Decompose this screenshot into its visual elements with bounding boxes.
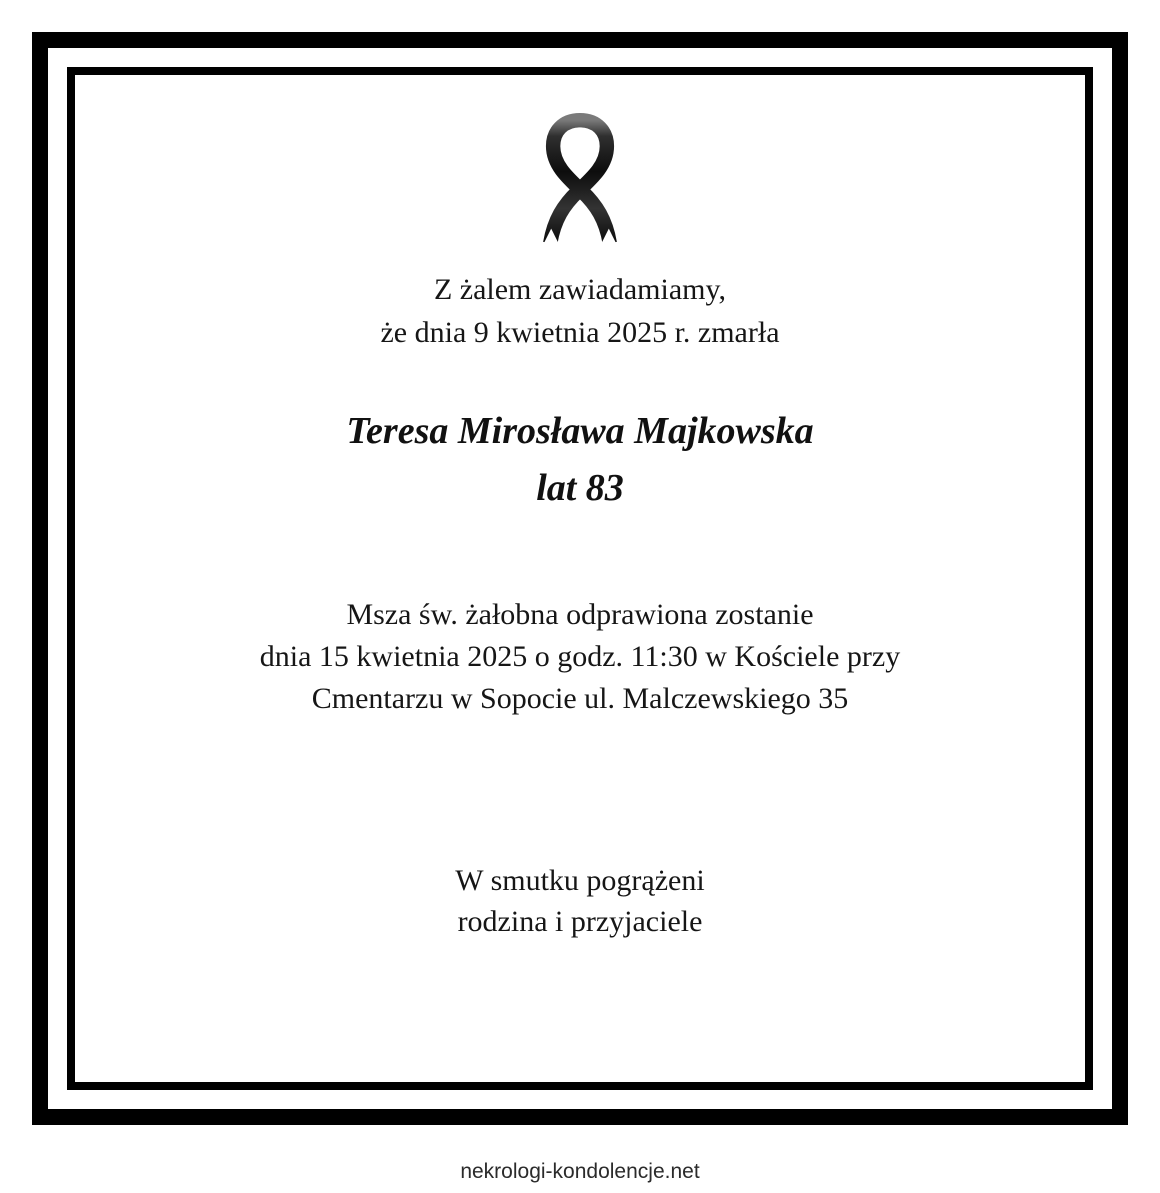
deceased-name: Teresa Mirosława Majkowska [346, 410, 814, 452]
ceremony-line-3: Cmentarzu w Sopocie ul. Malczewskiego 35 [311, 682, 849, 715]
mourning-ribbon-icon [532, 112, 628, 257]
deceased-age: lat 83 [536, 467, 624, 509]
intro-line-2: że dnia 9 kwietnia 2025 r. zmarła [380, 316, 780, 349]
intro-line-1: Z żalem zawiadamiamy, [433, 273, 727, 306]
mourners-line-2: rodzina i przyjaciele [457, 905, 703, 938]
mourners-signature [0, 860, 1160, 942]
deceased-block [0, 403, 1160, 517]
site-watermark: nekrologi-kondolencje.net [460, 1160, 700, 1183]
ceremony-line-1: Msza św. żałobna odprawiona zostanie [346, 598, 814, 631]
ceremony-details [0, 594, 1160, 720]
announcement-intro [0, 268, 1160, 354]
ceremony-line-2: dnia 15 kwietnia 2025 o godz. 11:30 w Kościele przy [259, 640, 901, 673]
mourners-line-1: W smutku pogrążeni [455, 864, 705, 897]
